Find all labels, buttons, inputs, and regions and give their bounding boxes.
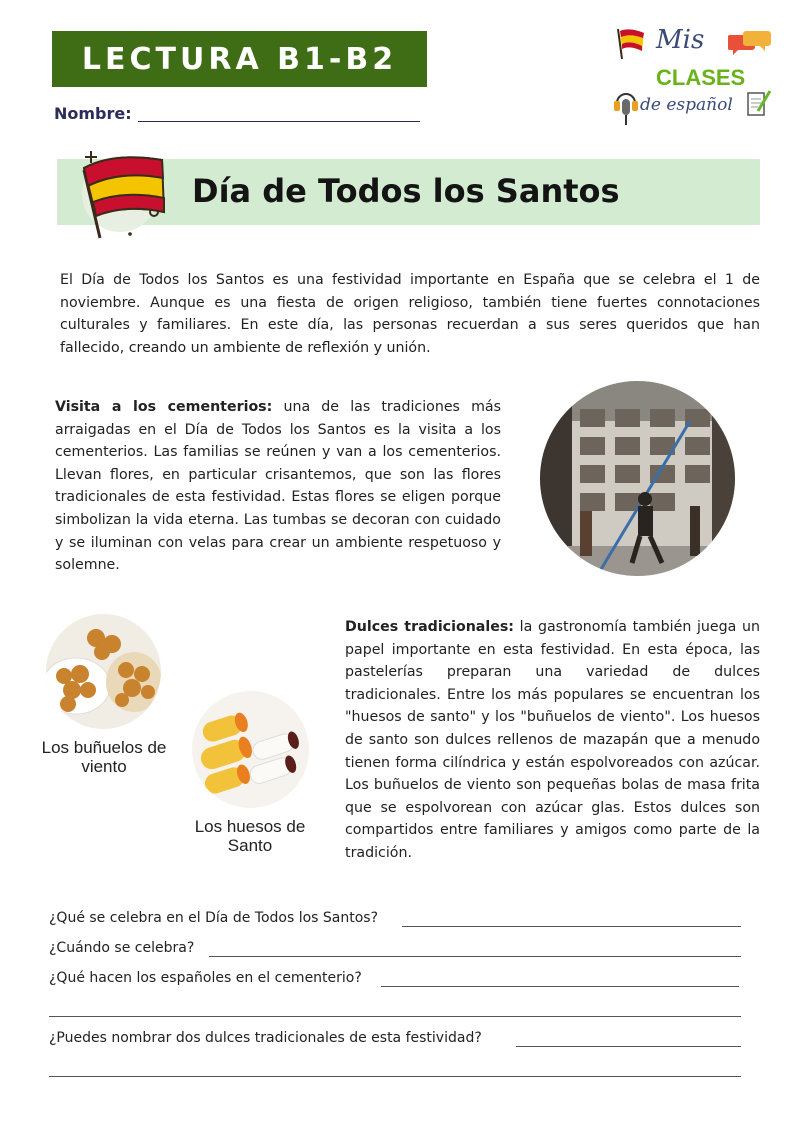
question-3: ¿Qué hacen los españoles en el cementerio?	[49, 970, 362, 986]
answer-line-4[interactable]	[516, 1046, 741, 1047]
mis-clases-logo	[612, 25, 777, 135]
answer-line-3b[interactable]	[49, 1016, 741, 1017]
name-label: Nombre:	[54, 104, 132, 123]
logo-mis-text: Mis	[656, 25, 705, 55]
microphone-icon	[614, 83, 638, 127]
page-title: Día de Todos los Santos	[192, 172, 620, 210]
speech-bubbles-icon	[728, 29, 774, 59]
visita-body: una de las tradiciones más arraigadas en el Día de Todos los Santos es la visita a los cementerios. Las familias se reúnen y van a los cementerios. Llevan flores, en particular crisantemos, que son las flores tradicionales de esta festividad. Estas flores se eligen porque simbolizan la vida eterna. Las tumbas se decoran con cuidado y se iluminan con velas para crear un ambiente respetuoso y solemne.	[55, 399, 502, 574]
notepad-icon	[746, 89, 772, 119]
banner-title: LECTURA B1-B2	[81, 41, 398, 77]
answer-line-2[interactable]	[209, 956, 741, 957]
dulces-heading: Dulces tradicionales:	[345, 619, 514, 635]
question-4: ¿Puedes nombrar dos dulces tradicionales de esta festividad?	[49, 1030, 482, 1046]
worksheet-banner	[52, 31, 427, 87]
question-1: ¿Qué se celebra en el Día de Todos los Santos?	[49, 910, 379, 926]
question-2: ¿Cuándo se celebra?	[49, 940, 195, 956]
spain-flag-icon	[74, 146, 174, 244]
dulces-paragraph	[345, 616, 760, 865]
mini-flag-icon	[614, 27, 648, 61]
dulces-body: la gastronomía también juega un papel importante en esta festividad. En esta época, las pastelerías preparan una variedad de dulces tradicionales. Entre los más populares se encuentran los "huesos de santo" y los "buñuelos de viento". Los huesos de santo son dulces rellenos de mazapán que a menudo tienen forma cilíndrica y están espolvoreados con azúcar. Los buñuelos de viento son pequeñas bolas de masa frita que se espolvorean con azúcar glas. Estos dulces son compartidos entre familiares y amigos como parte de la tradición.	[345, 619, 760, 861]
logo-espanol-text: de español	[640, 95, 733, 115]
cemetery-photo	[540, 381, 735, 576]
bunuelos-caption: Los buñuelos de viento	[41, 738, 167, 776]
huesos-caption: Los huesos de Santo	[194, 817, 306, 855]
visita-heading: Visita a los cementerios:	[55, 399, 273, 415]
answer-line-4b[interactable]	[49, 1076, 741, 1077]
name-blank-line[interactable]	[138, 121, 420, 122]
logo-clases-text: CLASES	[656, 65, 746, 90]
answer-line-3[interactable]	[381, 986, 739, 987]
answer-line-1[interactable]	[402, 926, 741, 927]
huesos-photo	[192, 691, 309, 808]
intro-paragraph: El Día de Todos los Santos es una festividad importante en España que se celebra el 1 de noviembre. Aunque es una fiesta de origen religioso, también tiene fuertes connotaciones culturales y familiares. En este día, las personas recuerdan a sus seres queridos que han fallecido, creando un ambiente de reflexión y unión.	[60, 272, 760, 356]
visita-paragraph	[55, 396, 501, 577]
bunuelos-photo	[46, 614, 161, 729]
